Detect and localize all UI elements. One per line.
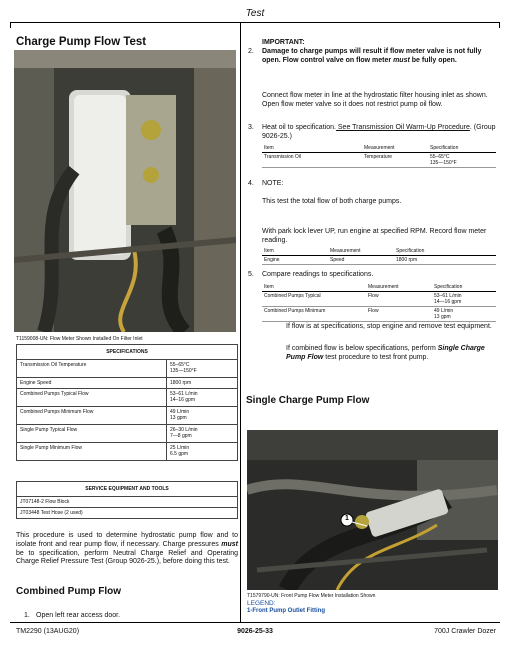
table-row (262, 153, 496, 168)
spec-label: Single Pump Typical Flow (17, 425, 167, 443)
footer-manual-id: TM2290 (13AUG20) (16, 628, 80, 635)
spec-value-imperial: 7—8 gpm (170, 432, 192, 439)
table-row (262, 307, 496, 322)
col-header: Measurement (362, 144, 428, 153)
section-title-single-charge-pump-flow: Single Charge Pump Flow (246, 395, 370, 406)
spec-label: Transmission Oil Temperature (17, 360, 167, 378)
spec-value-imperial: 13 gpm (170, 414, 187, 421)
col-header: Measurement (366, 283, 432, 292)
step-2-number: 2. (248, 48, 254, 55)
step-4-number: 4. (248, 180, 254, 187)
cell-spec-imperial: 13 gpm (434, 314, 451, 320)
table-row (17, 443, 238, 461)
table-row (17, 425, 238, 443)
step-3-text-a: Heat oil to specification. (262, 124, 336, 131)
spec-label: Single Pump Minimum Flow (17, 443, 167, 461)
step-5-number: 5. (248, 271, 254, 278)
section-title-combined-pump-flow: Combined Pump Flow (16, 586, 121, 597)
cell-item: Transmission Oil (262, 153, 362, 168)
photo-caption-flow-meter: T1159008-UN: Flow Meter Shown Installed On Filter Inlet (16, 336, 143, 342)
table-row (262, 292, 496, 307)
paragraph-text: be to specification, perform Neutral Charge Relief and Operating Charge Relief Pressure Test (Group 9026-25.), before doing this test. (16, 549, 238, 566)
spec-label: Combined Pumps Typical Flow (17, 389, 167, 407)
cell-spec: 1800 rpm (394, 256, 496, 265)
step-1-number: 1. (24, 612, 30, 619)
cell-spec-imperial: 135—150°F (430, 160, 457, 166)
cell-item: Engine (262, 256, 328, 265)
col-header: Measurement (328, 247, 394, 256)
footer-page-number: 9026-25-33 (237, 628, 273, 635)
cell-spec (432, 307, 496, 322)
callout-1: 1 (345, 515, 349, 522)
header-tick-left (10, 22, 11, 28)
table-row (17, 389, 238, 407)
cell-measure: Speed (328, 256, 394, 265)
step-4-spec-table (262, 247, 496, 265)
cell-spec (432, 292, 496, 307)
cell-spec-imperial: 14—16 gpm (434, 299, 462, 305)
step-3-text (262, 124, 496, 142)
warning-text: be fully open. (409, 56, 457, 64)
footer-model: 700J Crawler Dozer (434, 628, 496, 635)
cell-spec-metric: 49 L/min (434, 308, 454, 314)
step-5-result-fail (286, 345, 496, 363)
warm-up-procedure-link[interactable]: See Transmission Oil Warm-Up Procedure (335, 124, 470, 131)
cell-measure: Flow (366, 292, 432, 307)
spec-value-metric: 55–65°C (170, 361, 190, 368)
step-2-text: Connect flow meter in line at the hydrostatic filter housing inlet as shown. Open flow meter valve so it does not restrict pump oil flow. (262, 92, 488, 108)
step-4-text: With park lock lever UP, run engine at specified RPM. Record flow meter reading. (262, 228, 487, 244)
spec-value (167, 389, 238, 407)
tool-item: JT03448 Test Hose (2 used) (17, 508, 238, 519)
note-text: This test the total flow of both charge pumps. (262, 198, 402, 205)
step-5-result-pass: If flow is at specifications, stop engine and remove test equipment. (286, 323, 492, 330)
table-row (17, 497, 238, 508)
important-label: IMPORTANT: (262, 39, 305, 46)
flow-meter-photo (14, 50, 236, 332)
cell-spec-metric: 53–61 L/min (434, 293, 462, 299)
spec-label: Engine Speed (17, 378, 167, 389)
table-row (17, 360, 238, 378)
spec-value-imperial: 6.5 gpm (170, 450, 189, 457)
important-warning (262, 48, 496, 66)
footer-rule (10, 622, 500, 623)
col-header: Specification (394, 247, 496, 256)
warning-emphasis: must (393, 56, 410, 64)
tool-item: JT07148-2 Flow Block (17, 497, 238, 508)
spec-value-metric: 49 L/min (170, 408, 190, 415)
note-label: NOTE: (262, 180, 284, 187)
paragraph-emphasis: must (221, 540, 238, 548)
procedure-paragraph (16, 532, 238, 567)
spec-value: 1800 rpm (167, 378, 238, 389)
column-divider (240, 22, 241, 622)
specifications-heading: SPECIFICATIONS (17, 345, 238, 360)
paragraph-text: This procedure is used to determine hydrostatic pump flow and to isolate front and rear pump flow, if necessary. Charge pressures (16, 532, 238, 548)
legend-item-1: 1-Front Pump Outlet Fitting (247, 608, 325, 614)
cell-measure: Flow (366, 307, 432, 322)
cell-spec-metric: 55–65°C (430, 154, 450, 160)
spec-value (167, 407, 238, 425)
cell-spec (428, 153, 496, 168)
photo-caption-front-pump: T1579790-UN: Front Pump Flow Meter Installation Shown (247, 593, 376, 599)
section-title-charge-pump-flow-test: Charge Pump Flow Test (16, 36, 147, 48)
col-header: Item (262, 283, 366, 292)
cell-item: Combined Pumps Typical (262, 292, 366, 307)
page-header-title: Test (245, 8, 265, 19)
col-header: Item (262, 247, 328, 256)
step-5-spec-table (262, 283, 496, 322)
table-row (262, 256, 496, 265)
service-tools-heading: SERVICE EQUIPMENT AND TOOLS (17, 482, 238, 497)
step-3-number: 3. (248, 124, 254, 131)
spec-value (167, 360, 238, 378)
col-header: Item (262, 144, 362, 153)
header-tick-right (499, 22, 500, 28)
warning-text: Damage to charge pumps will result if flow meter valve is not fully open. Flow control valve on flow meter (262, 48, 482, 64)
step-1-text: Open left rear access door. (36, 612, 121, 619)
spec-value (167, 425, 238, 443)
specifications-table (16, 344, 238, 461)
spec-value-imperial: 135—150°F (170, 367, 197, 374)
cell-measure: Temperature (362, 153, 428, 168)
header-rule (10, 22, 500, 23)
spec-value (167, 443, 238, 461)
step-3-spec-table (262, 144, 496, 168)
spec-value-imperial: 14–16 gpm (170, 396, 196, 403)
spec-value-metric: 26–30 L/min (170, 426, 198, 433)
service-tools-table (16, 481, 238, 519)
cell-item: Combined Pumps Minimum (262, 307, 366, 322)
table-row (17, 407, 238, 425)
result-text: test procedure to test front pump. (323, 353, 429, 361)
spec-label: Combined Pumps Minimum Flow (17, 407, 167, 425)
result-emphasis: Single Charge Pump Flow (286, 345, 485, 361)
result-text: If combined flow is below specifications, perform (286, 345, 438, 352)
spec-value-metric: 25 L/min (170, 444, 190, 451)
col-header: Specification (428, 144, 496, 153)
col-header: Specification (432, 283, 496, 292)
table-row (17, 508, 238, 519)
table-row (17, 378, 238, 389)
step-3-text-b: . (Group 9026-25.) (262, 124, 496, 140)
front-pump-photo (247, 430, 498, 590)
legend-title: LEGEND: (247, 600, 276, 607)
spec-value-metric: 53–61 L/min (170, 390, 198, 397)
step-5-text: Compare readings to specifications. (262, 271, 374, 278)
